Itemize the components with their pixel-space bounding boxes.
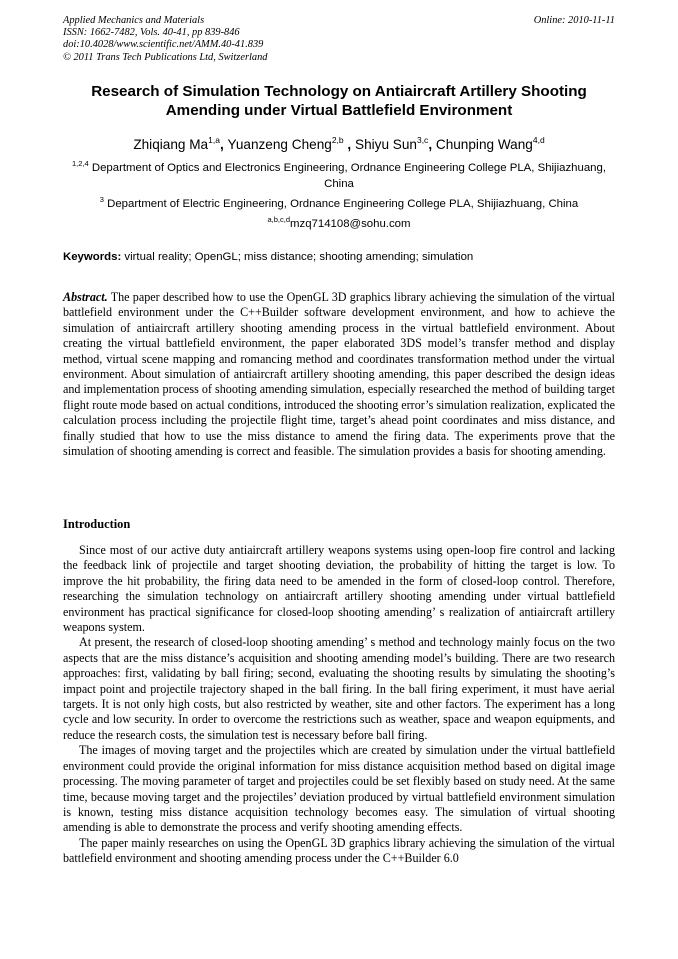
- journal-header: [63, 15, 615, 64]
- email-sup: a,b,c,d: [267, 215, 291, 224]
- abstract-text: The paper described how to use the OpenGL 3D graphics library achieving the simulation of the virtual battlefield environment under the C++Builder software development environment, and how to achieve the simulation of antiaircraft artillery shooting amending process in the virtual battlefield environment. About creating the virtual battlefield environment, the paper elaborated 3DS model’s transfer method and display method, virtual scene mapping and romancing method and coordinates transformation method under the virtual environment. About simulation of antiaircraft artillery shooting amending, this paper described the design ideas and implementation process of shooting amending simulation, especially researched the method of building target flight route mode based on actual conditions, introduced the shooting error’s simulation realization, explicated the calculation process including the projectile flight time, target’s ahead point coordinates and miss distance, and finally studied that how to use the miss distance to amend the firing data. The experiments prove that the simulation of shooting amending is correct and feasible. The simulation provides a basis for shooting amending.: [63, 290, 616, 459]
- author-sep: ,: [343, 137, 355, 152]
- keywords-text: virtual reality; OpenGL; miss distance; shooting amending; simulation: [124, 251, 474, 263]
- journal-name: Applied Mechanics and Materials: [63, 15, 205, 26]
- author-sep: ,: [219, 137, 228, 152]
- author-name: Shiyu Sun: [355, 137, 417, 152]
- author-sup: 1,a: [208, 135, 220, 145]
- author-name: Chunping Wang: [435, 137, 533, 152]
- journal-issn: ISSN: 1662-7482, Vols. 40-41, pp 839-846: [63, 27, 240, 39]
- abstract-label: Abstract.: [63, 290, 108, 304]
- affiliation-2: [63, 192, 615, 212]
- author-list: [63, 131, 615, 154]
- author-name: Zhiqiang Ma: [133, 137, 209, 152]
- author-sup: 2,b: [331, 135, 344, 145]
- abstract: [63, 290, 615, 459]
- author-sep: ,: [428, 137, 436, 152]
- author-name: Yuanzeng Cheng: [227, 137, 332, 152]
- affiliation-sup: 3: [99, 195, 104, 204]
- keywords-label: Keywords:: [63, 251, 122, 263]
- online-date: Online: 2010-11-11: [533, 15, 615, 26]
- affiliation-1: [63, 156, 615, 192]
- paragraph: The paper mainly researches on using the OpenGL 3D graphics library achieving the simulation of the virtual battlefield environment and shooting amending process under the C++Builder 6.0: [63, 835, 615, 866]
- affiliation-text: Department of Electric Engineering, Ordnance Engineering College PLA, Shijiazhuang, China: [107, 198, 579, 210]
- paragraph: The images of moving target and the projectiles which are created by simulation under the virtual battlefield environment could provide the original information for miss distance acquisition method based on digital image processing. The moving parameter of target and projectiles could be set flexibly based on study need. At the same time, because moving target and the projectiles’ deviation produced by virtual battlefield environment simulation is known, testing miss distance acquisition technology becomes easy. The simulation of virtual shooting amending is able to demonstrate the process and verify shooting amending effects.: [63, 743, 615, 835]
- email-address: mzq714108@sohu.com: [290, 218, 411, 230]
- author-sup: 3,c: [416, 135, 429, 145]
- author-email: [63, 212, 615, 232]
- author-sup: 4,d: [532, 135, 545, 145]
- paragraph: At present, the research of closed-loop shooting amending’ s method and technology mainly focus on the two aspects that are the miss distance’s acquisition and shooting amending model’s building. There are two research approaches: first, validating by ball firing; second, evaluating the shooting results by simulating the shooting’s impact point and projectile trajectory shaped in the ball firing. In the ball firing experiment, it must have aerial targets. It is not only high costs, but also restricted by weather, site and other factors. The experiment has a long cycle and low security. In order to overcome the restrictions such as weather, space and weapon equipments, and reduce the research costs, the simulation test is necessary before ball firing.: [63, 635, 615, 742]
- introduction-body: [63, 543, 615, 867]
- paragraph: Since most of our active duty antiaircraft artillery weapons systems using open-loop fire control and lacking the feedback link of projectile and target shooting deviation, the probability of hitting the target is low. To improve the hit probability, the firing data need to be amended in the form of closed-loop control. Therefore, researching the simulation technology on antiaircraft artillery shooting amending under virtual battlefield environment has practical significance for closed-loop shooting amending’ s realization of antiaircraft artillery weapons system.: [63, 543, 615, 635]
- affiliation-text: Department of Optics and Electronics Engineering, Ordnance Engineering College PLA, Shijiazhuang, China: [91, 162, 606, 190]
- keywords: [63, 250, 615, 265]
- journal-doi: doi:10.4028/www.scientific.net/AMM.40-41.839: [63, 39, 264, 51]
- affiliation-sup: 1,2,4: [71, 159, 89, 168]
- journal-copyright: © 2011 Trans Tech Publications Ltd, Switzerland: [63, 51, 268, 63]
- section-heading-introduction: Introduction: [63, 517, 131, 531]
- paper-title: Research of Simulation Technology on Antiaircraft Artillery Shooting Amending under Virtual Battlefield Environment: [91, 83, 587, 119]
